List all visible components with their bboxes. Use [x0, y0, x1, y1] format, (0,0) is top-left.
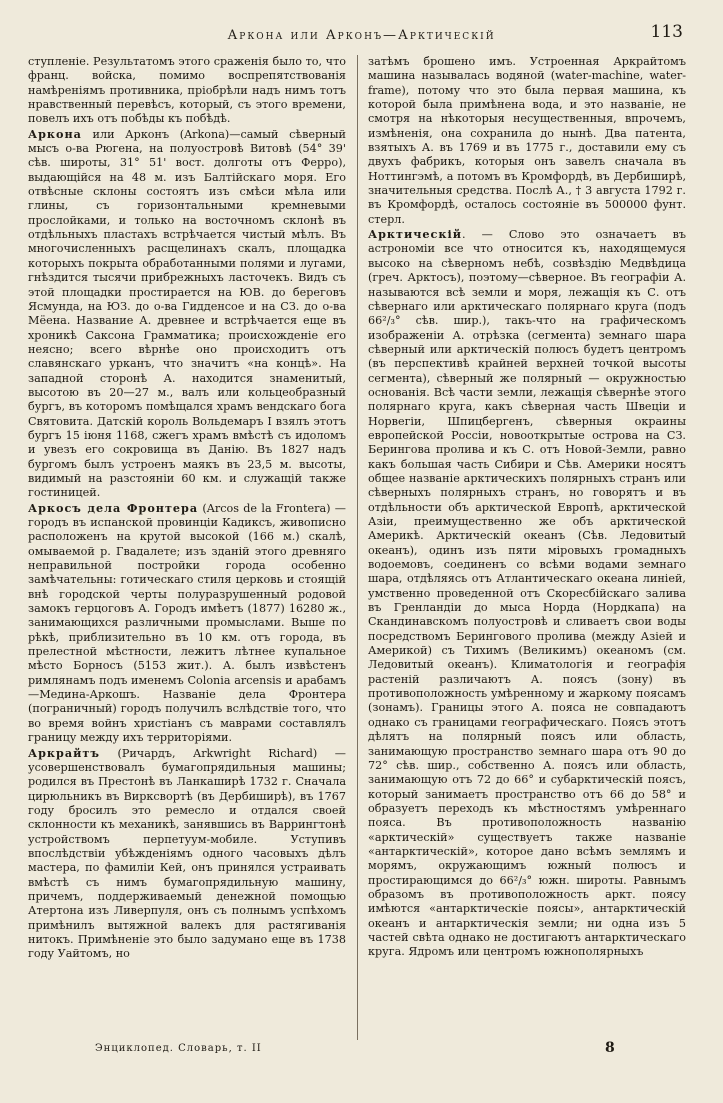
entry-continuation: [368, 55, 686, 227]
entry-arkona: [28, 127, 346, 501]
left-column: [28, 55, 346, 962]
entry-text: . — Слово это означаетъ въ астрономіи все что относится къ, находящемуся высоко на сѣверномъ небѣ, созвѣздію Медвѣдица (греч. Арктосъ), поэтому—сѣверное. Въ географіи А. называются всѣ земли и моря, лежащія къ С. отъ сѣвернаго или арктическаго полярнаго круга (подъ 66²/₃° сѣв. шир.), такъ-что на графическомъ изображеніи А. отрѣзка (сегмента) земнаго шара сѣверный или арктическій полюсъ будетъ центромъ (въ перспективѣ крайней верхней точкой высоты сегмента), сѣверный же полярный — окружностью основанія. Всѣ части земли, лежащія сѣвернѣе этого полярнаго круга, какъ сѣверная часть Швеціи и Норвегіи, Шпицбергенъ, сѣверныя окраины европейской Россіи, новооткрытые острова на СЗ. Берингова пролива и къ С. отъ Новой-Земли, равно какъ большая часть Сибири и Сѣв. Америки носятъ общее названіе арктическихъ полярныхъ странъ или сѣверныхъ полярныхъ странъ, но говорятъ и въ отдѣльности объ арктической Европѣ, арктической Азіи, преимущественно же объ арктической Америкѣ. Арктическій океанъ (Сѣв. Ледовитый океанъ), одинъ изъ пяти міровыхъ громадныхъ водоемовъ, соединенъ со всѣми водами земнаго шара, отдѣляясь отъ Атлантическаго океана линіей, умственно проведенной отъ Скоресбійскаго залива въ Гренландіи до мыса Норда (Нордкапа) на Скандинавскомъ полуостровѣ и сливаетъ свои воды посредствомъ Берингового пролива (между Азіей и Америкой) съ Тихимъ (Великимъ) океаномъ (см. Ледовитый океанъ). Климатологія и географія растеній различаютъ А. поясъ (зону) въ противоположность умѣренному и жаркому поясамъ (зонамъ). Границы этого А. пояса не совпадаютъ однако съ границами географическаго. Поясъ этотъ дѣлятъ на полярный поясъ или область, занимающую пространство земнаго шара отъ 90 до 72° сѣв. шир., собственно А. поясъ или область, занимающую отъ 72 до 66° и субарктическій поясъ, который занимаетъ пространство отъ 66 до 58° и образуетъ переходъ къ мѣстностямъ умѣреннаго пояса. Въ противоположность названію «арктическій» существуетъ также названіе «антарктическій», которое дано всѣмъ землямъ и морямъ, окружающимъ южный полюсъ и простирающимся до 66²/₃° южн. широты. Равнымъ образомъ въ противоположность аркт. поясу имѣются «антарктическіе поясы», антарктическій океанъ и антарктическія земли; ни одна изъ 5 частей свѣта однако не достигаютъ антарктическаго круга. Ядромъ или центромъ южнополярныхъ: [368, 228, 686, 959]
entry-text: ступленіе. Результатомъ этого сраженія было то, что франц. войска, помимо воспрепятствованія намѣреніямъ противника, пріобрѣли надъ нимъ тотъ нравственный перевѣсъ, который, съ этого времени, повелъ ихъ отъ побѣды къ побѣдѣ.: [28, 55, 346, 126]
right-column: [368, 55, 686, 960]
entry-text: (Arcos de la Frontera) — городъ въ испанской провинціи Кадиксъ, живописно расположенъ на крутой высокой (166 м.) скалѣ, омываемой р. Гвадалете; изъ зданій этого древняго неправильной постройки города особенно замѣчательны: готическаго стиля церковь и стоящій внѣ городской черты полуразрушенный родовой замокъ герцоговъ А. Городъ имѣетъ (1877) 16280 ж., занимающихся различными промыслами. Выше по рѣкѣ, приблизительно въ 10 км. отъ города, въ прелестной мѣстности, лежитъ лѣтнее купальное мѣсто Борносъ (5153 жит.). А. былъ извѣстенъ римлянамъ подъ именемъ Colonia arcensis и арабамъ—Медина-Аркошъ. Названіе дела Фронтера (пограничный) городъ получилъ вслѣдствіе того, что во время войнъ христіанъ съ маврами составлялъ границу между ихъ территоріями.: [28, 501, 346, 745]
entry-headword: Аркосъ дела Фронтера: [28, 500, 199, 515]
page-number: 113: [650, 22, 683, 42]
entry-arcos: [28, 501, 346, 746]
entry-headword: Аркона: [28, 126, 82, 141]
entry-headword: Арктическій: [368, 227, 462, 242]
entry-text: затѣмъ брошено имъ. Устроенная Аркрайтомъ машина называлась водяной (water-machine, water-frame), потому что это была первая машина, къ которой была примѣнена вода, и это названіе, не смотря на нѣкоторыя несущественныя, впрочемъ, измѣненія, она сохранила до нынѣ. Два патента, взятыхъ А. въ 1769 и въ 1775 г., доставили ему съ двухъ фабрикъ, которыя онъ завелъ сначала въ Ноттингэмѣ, а потомъ въ Кромфордѣ, въ Дербиширѣ, значительныя средства. Послѣ А., † 3 августа 1792 г. въ Кромфордѣ, осталось состояніе въ 500000 фунт. стерл.: [368, 55, 686, 226]
running-head: Аркона или Арконъ—Арктическій: [227, 28, 496, 43]
entry-text: или Арконъ (Arkona)—самый сѣверный мысъ о-ва Рюгена, на полуостровѣ Витовѣ (54° 39' сѣв. широты, 31° 51' вост. долготы отъ Ферро), выдающійся на 48 м. изъ Балтійскаго моря. Его отвѣсные склоны состоятъ изъ смѣси мѣла или глины, съ горизонтальными кремневыми прослойками, и только на восточномъ склонѣ въ отдѣльныхъ пластахъ встрѣчается чистый мѣлъ. Въ многочисленныхъ расщелинахъ скалъ, площадка которыхъ покрыта обработанными полями и лугами, гнѣздится тысячи прибрежныхъ ласточекъ. Видъ съ этой площадки простирается на ЮВ. до береговъ Ясмунда, на ЮЗ. до о-ва Гидденсое и на СЗ. до о-ва Мёена. Название А. древнее и встрѣчается еще въ хроникѣ Саксона Грамматика; происхожденіе его неясно; всего вѣрнѣе оно происходитъ отъ славянскаго урканъ, что значитъ «на концѣ». На западной сторонѣ А. находится знаменитый, высотою въ 20—27 м., валъ или кольцеобразный бургъ, въ которомъ помѣщался храмъ вендскаго бога Святовита. Датскій король Вольдемаръ I взялъ этотъ бургъ 15 іюня 1168, сжегъ храмъ вмѣстѣ съ идоломъ и увезъ его сокровища въ Данію. Въ 1827 надъ бургомъ былъ устроенъ маякъ въ 23,5 м. высоты, видимый на разстояніи 60 км. и служащій также гостиницей.: [28, 127, 346, 500]
entry-continuation: [28, 55, 346, 127]
footer-sheet-mark: 8: [605, 1040, 615, 1056]
column-divider: [357, 55, 358, 1040]
entry-arkwright: [28, 746, 346, 962]
entry-arkticheskiy: [368, 227, 686, 960]
footer-signature: Энциклопед. Словарь, т. II: [95, 1043, 262, 1054]
entry-text: (Ричардъ, Arkwright Richard) — усовершенствовалъ бумагопрядильныя машины; родился въ Престонѣ въ Ланкаширѣ 1732 г. Сначала цирюльникъ въ Вирксвортѣ (въ Дербиширѣ), въ 1767 году бросилъ это ремесло и отдался своей склонности къ механикѣ, занявшись въ Варрингтонѣ устройствомъ перпетуум-мобиле. Уступивъ впослѣдствіи убѣжденіямъ одного часовыхъ дѣлъ мастера, по фамиліи Кей, онъ принялся устраивать вмѣстѣ съ нимъ бумагопрядильную машину, причемъ, поддерживаемый денежной помощью Атертона изъ Ливерпуля, онъ съ полнымъ успѣхомъ примѣнилъ вытяжной валекъ для растягиванія нитокъ. Примѣненіе это было задумано еще въ 1738 году Уайтомъ, но: [28, 746, 346, 961]
entry-headword: Аркрайтъ: [28, 745, 100, 760]
